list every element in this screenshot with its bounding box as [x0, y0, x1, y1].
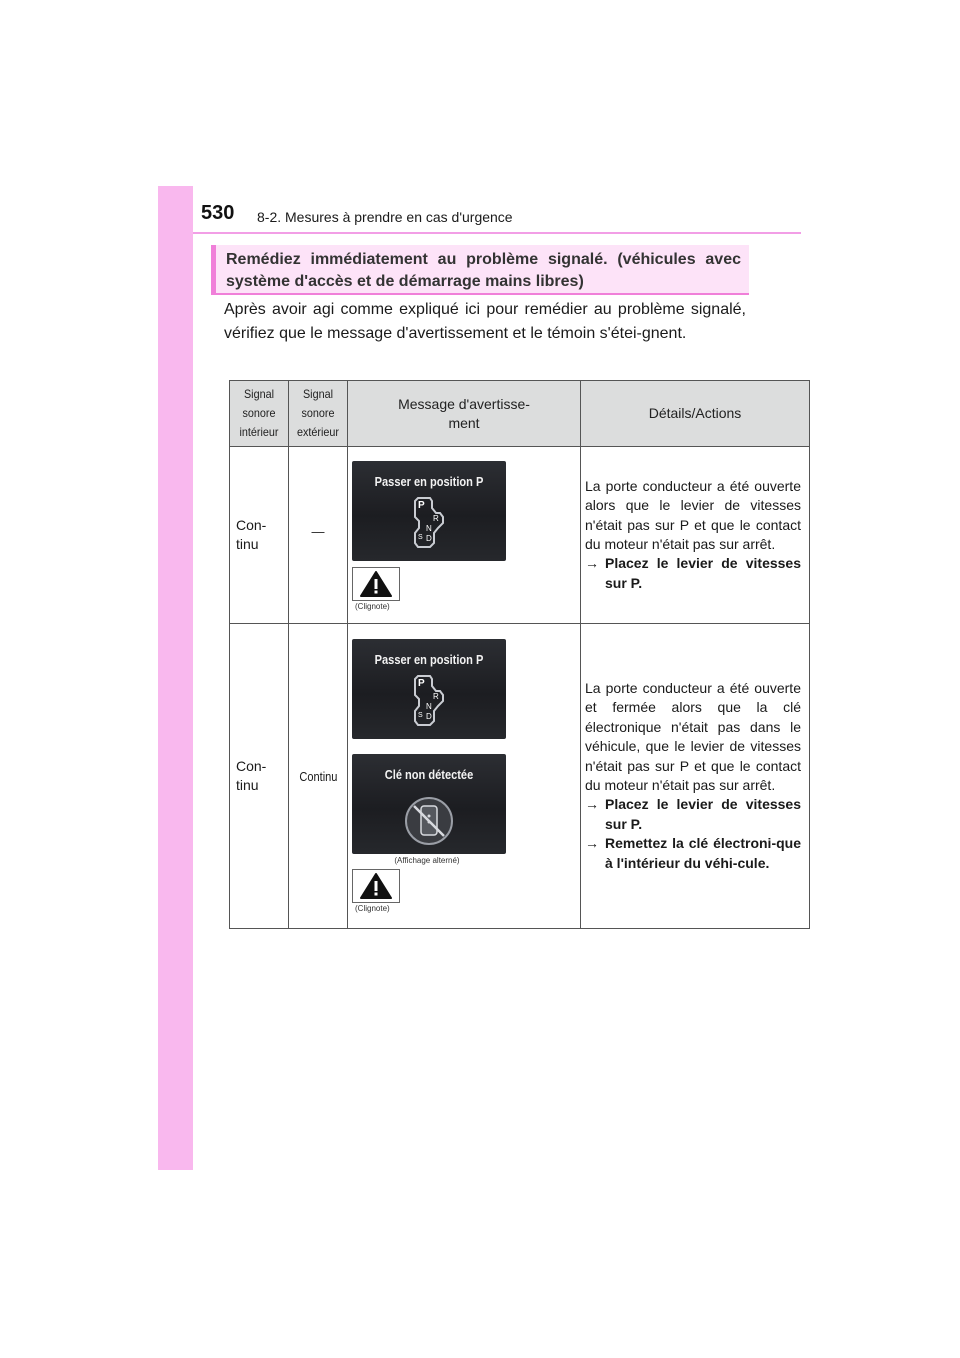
svg-text:D: D	[426, 712, 432, 721]
svg-text:P: P	[418, 678, 425, 689]
display-screen	[352, 639, 506, 739]
screen-title: Passer en position P	[374, 652, 484, 667]
details-cell	[581, 447, 810, 624]
details-text: La porte conducteur a été ouverte alors que le levier de vitesses n'était pas sur P et que le contact du moteur n'était pas sur arrêt.	[585, 477, 801, 552]
side-color-band	[158, 186, 193, 1170]
action-item: → Remettez la clé électroni-que à l'intérieur du véhi-cule.	[585, 835, 801, 871]
svg-text:N: N	[426, 524, 432, 533]
svg-text:R: R	[433, 514, 439, 523]
details-text: La porte conducteur a été ouverte et fermée alors que la clé électronique n'était pas dans le véhicule, que le levier de vitesses n'était pas sur P et que le contact du moteur n'était pas sur arrêt.	[585, 679, 801, 793]
action-item: → Placez le levier de vitesses sur P.	[585, 796, 801, 832]
warning-caption: (Clignote)	[355, 904, 390, 913]
intro-paragraph: Après avoir agi comme expliqué ici pour remédier au problème signalé, vérifiez que le message d'avertissement et le témoin s'étei-gnent.	[224, 301, 746, 342]
action-item: → Placez le levier de vitesses sur P.	[585, 555, 801, 591]
exterior-signal-cell	[289, 624, 348, 929]
arrow-right-icon: →	[585, 796, 599, 813]
section-title-box	[211, 245, 749, 295]
exterior-signal-value: —	[311, 524, 325, 539]
table-row	[230, 447, 810, 624]
interior-signal-cell: Con- tinu	[230, 624, 289, 929]
page-number: 530	[201, 202, 235, 224]
exterior-signal-value: Continu	[298, 768, 338, 784]
display-screen	[352, 461, 506, 561]
details-cell	[581, 624, 810, 929]
section-header: 8-2. Mesures à prendre en cas d'urgence	[257, 209, 513, 225]
smart-key-icon	[352, 754, 506, 854]
header-details: Détails/Actions	[581, 381, 810, 447]
warning-table	[229, 380, 810, 929]
warning-caption: (Clignote)	[355, 602, 390, 611]
header-interior-buzzer: Signal sonore intérieur	[230, 381, 289, 447]
message-cell	[348, 447, 581, 624]
gear-selector-icon	[352, 639, 506, 739]
table-header-row	[230, 381, 810, 447]
exterior-signal-cell	[289, 447, 348, 624]
warning-triangle-icon	[352, 567, 400, 601]
message-cell	[348, 624, 581, 929]
svg-text:R: R	[433, 692, 439, 701]
svg-text:D: D	[426, 534, 432, 543]
section-title: Remédiez immédiatement au problème signalé. (véhicules avec système d'accès et de démarrage mains libres)	[226, 251, 741, 290]
header-rule	[193, 232, 801, 234]
svg-text:P: P	[418, 500, 425, 511]
header-message: Message d'avertisse- ment	[348, 381, 581, 447]
svg-text:N: N	[426, 702, 432, 711]
arrow-right-icon: →	[585, 555, 599, 572]
gear-selector-icon	[352, 461, 506, 561]
alternate-display-caption: (Affichage alterné)	[394, 856, 460, 865]
arrow-right-icon: →	[585, 835, 599, 852]
display-screen	[352, 754, 506, 854]
screen-title: Clé non détectée	[384, 767, 474, 782]
warning-triangle-icon	[352, 869, 400, 903]
interior-signal-cell: Con- tinu	[230, 447, 289, 624]
screen-title: Passer en position P	[374, 474, 484, 489]
svg-text:S: S	[418, 712, 423, 719]
svg-text:S: S	[418, 534, 423, 541]
table-row	[230, 624, 810, 929]
header-exterior-buzzer: Signal sonore extérieur	[289, 381, 348, 447]
